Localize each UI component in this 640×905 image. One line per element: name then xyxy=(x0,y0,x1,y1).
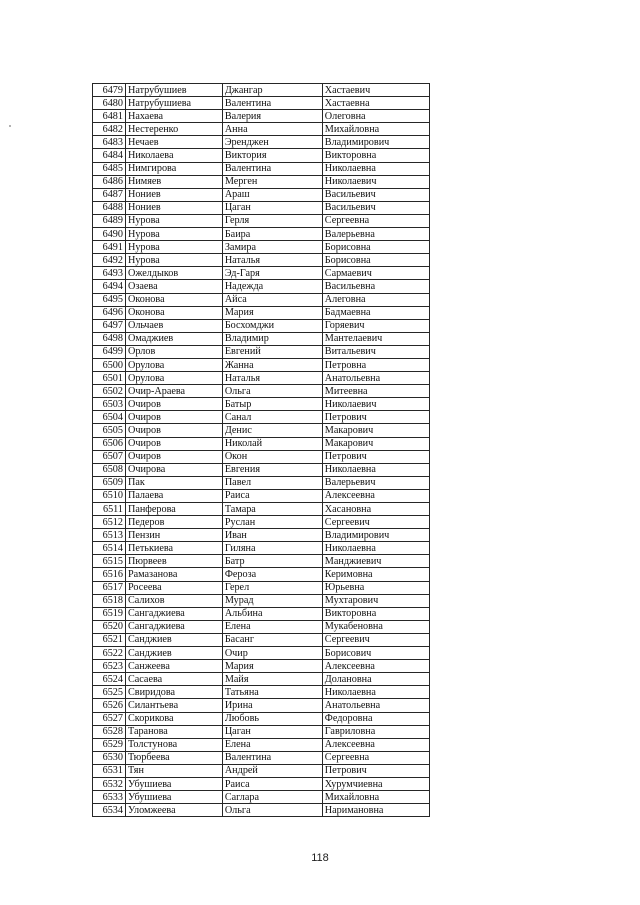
row-number-cell: 6502 xyxy=(93,385,126,398)
surname-cell: Николаева xyxy=(125,149,222,162)
surname-cell: Очиров xyxy=(125,450,222,463)
row-number-cell: 6525 xyxy=(93,686,126,699)
surname-cell: Толстунова xyxy=(125,738,222,751)
row-number-cell: 6514 xyxy=(93,542,126,555)
first-name-cell: Эренджен xyxy=(222,136,322,149)
patronymic-cell: Сармаевич xyxy=(322,267,429,280)
patronymic-cell: Хурумчиевна xyxy=(322,777,429,790)
surname-cell: Озаева xyxy=(125,280,222,293)
table-row xyxy=(93,804,430,817)
patronymic-cell: Анатольевна xyxy=(322,699,429,712)
table-row xyxy=(93,555,430,568)
surname-cell: Санжеева xyxy=(125,660,222,673)
row-number-cell: 6529 xyxy=(93,738,126,751)
patronymic-cell: Васильевич xyxy=(322,188,429,201)
table-row xyxy=(93,254,430,267)
first-name-cell: Татьяна xyxy=(222,686,322,699)
patronymic-cell: Алексеевна xyxy=(322,738,429,751)
row-number-cell: 6498 xyxy=(93,332,126,345)
row-number-cell: 6511 xyxy=(93,503,126,516)
surname-cell: Убушиева xyxy=(125,777,222,790)
patronymic-cell: Керимовна xyxy=(322,568,429,581)
table-row xyxy=(93,751,430,764)
surname-cell: Тюрбеева xyxy=(125,751,222,764)
table-row xyxy=(93,136,430,149)
row-number-cell: 6495 xyxy=(93,293,126,306)
table-row xyxy=(93,424,430,437)
surname-cell: Свиридова xyxy=(125,686,222,699)
patronymic-cell: Петрович xyxy=(322,764,429,777)
surname-cell: Нониев xyxy=(125,188,222,201)
surname-cell: Росеева xyxy=(125,581,222,594)
patronymic-cell: Викторовна xyxy=(322,607,429,620)
first-name-cell: Баира xyxy=(222,228,322,241)
first-name-cell: Елена xyxy=(222,620,322,633)
surname-cell: Пак xyxy=(125,476,222,489)
row-number-cell: 6499 xyxy=(93,345,126,358)
table-row xyxy=(93,162,430,175)
first-name-cell: Любовь xyxy=(222,712,322,725)
surname-cell: Санджиев xyxy=(125,633,222,646)
surname-cell: Педеров xyxy=(125,516,222,529)
table-row xyxy=(93,699,430,712)
patronymic-cell: Анатольевна xyxy=(322,372,429,385)
row-number-cell: 6522 xyxy=(93,647,126,660)
table-row xyxy=(93,568,430,581)
patronymic-cell: Валерьевич xyxy=(322,476,429,489)
surname-cell: Очиров xyxy=(125,398,222,411)
table-row xyxy=(93,201,430,214)
surname-cell: Натрубушиева xyxy=(125,97,222,110)
row-number-cell: 6521 xyxy=(93,633,126,646)
row-number-cell: 6486 xyxy=(93,175,126,188)
row-number-cell: 6534 xyxy=(93,804,126,817)
row-number-cell: 6497 xyxy=(93,319,126,332)
surname-cell: Нимгирова xyxy=(125,162,222,175)
patronymic-cell: Мантелаевич xyxy=(322,332,429,345)
surname-cell: Нурова xyxy=(125,241,222,254)
table-row xyxy=(93,489,430,502)
patronymic-cell: Борисовна xyxy=(322,254,429,267)
first-name-cell: Герел xyxy=(222,581,322,594)
patronymic-cell: Митеевна xyxy=(322,385,429,398)
patronymic-cell: Сергеевна xyxy=(322,751,429,764)
row-number-cell: 6491 xyxy=(93,241,126,254)
patronymic-cell: Горяевич xyxy=(322,319,429,332)
surname-cell: Скорикова xyxy=(125,712,222,725)
table-row xyxy=(93,110,430,123)
first-name-cell: Надежда xyxy=(222,280,322,293)
row-number-cell: 6517 xyxy=(93,581,126,594)
surname-cell: Нечаев xyxy=(125,136,222,149)
surname-cell: Очиров xyxy=(125,411,222,424)
patronymic-cell: Олеговна xyxy=(322,110,429,123)
patronymic-cell: Борисовна xyxy=(322,241,429,254)
surname-cell: Сасаева xyxy=(125,673,222,686)
row-number-cell: 6532 xyxy=(93,777,126,790)
surname-cell: Пюрвеев xyxy=(125,555,222,568)
patronymic-cell: Сергеевич xyxy=(322,633,429,646)
table-row xyxy=(93,686,430,699)
first-name-cell: Евгения xyxy=(222,463,322,476)
patronymic-cell: Витальевич xyxy=(322,345,429,358)
patronymic-cell: Михайловна xyxy=(322,123,429,136)
first-name-cell: Андрей xyxy=(222,764,322,777)
table-row xyxy=(93,332,430,345)
first-name-cell: Эд-Гаря xyxy=(222,267,322,280)
table-row xyxy=(93,620,430,633)
surname-cell: Орулова xyxy=(125,372,222,385)
table-row xyxy=(93,345,430,358)
first-name-cell: Елена xyxy=(222,738,322,751)
patronymic-cell: Сергеевич xyxy=(322,516,429,529)
register-body xyxy=(93,84,430,817)
row-number-cell: 6520 xyxy=(93,620,126,633)
first-name-cell: Герля xyxy=(222,214,322,227)
surname-cell: Тян xyxy=(125,764,222,777)
surname-cell: Нурова xyxy=(125,254,222,267)
first-name-cell: Ирина xyxy=(222,699,322,712)
row-number-cell: 6530 xyxy=(93,751,126,764)
table-row xyxy=(93,581,430,594)
table-row xyxy=(93,175,430,188)
table-row xyxy=(93,398,430,411)
patronymic-cell: Манджиевич xyxy=(322,555,429,568)
patronymic-cell: Николаевна xyxy=(322,162,429,175)
patronymic-cell: Бадмаевна xyxy=(322,306,429,319)
row-number-cell: 6480 xyxy=(93,97,126,110)
surname-cell: Ольчаев xyxy=(125,319,222,332)
surname-cell: Нахаева xyxy=(125,110,222,123)
first-name-cell: Ольга xyxy=(222,385,322,398)
patronymic-cell: Долановна xyxy=(322,673,429,686)
row-number-cell: 6519 xyxy=(93,607,126,620)
row-number-cell: 6505 xyxy=(93,424,126,437)
table-row xyxy=(93,214,430,227)
table-row xyxy=(93,777,430,790)
row-number-cell: 6515 xyxy=(93,555,126,568)
first-name-cell: Денис xyxy=(222,424,322,437)
patronymic-cell: Николаевич xyxy=(322,398,429,411)
table-row xyxy=(93,542,430,555)
table-row xyxy=(93,607,430,620)
surname-cell: Очир-Араева xyxy=(125,385,222,398)
surname-cell: Сангаджиева xyxy=(125,607,222,620)
patronymic-cell: Юрьевна xyxy=(322,581,429,594)
patronymic-cell: Борисович xyxy=(322,647,429,660)
first-name-cell: Араш xyxy=(222,188,322,201)
first-name-cell: Виктория xyxy=(222,149,322,162)
first-name-cell: Валентина xyxy=(222,162,322,175)
patronymic-cell: Владимирович xyxy=(322,529,429,542)
table-row xyxy=(93,437,430,450)
row-number-cell: 6482 xyxy=(93,123,126,136)
row-number-cell: 6510 xyxy=(93,489,126,502)
patronymic-cell: Николаевич xyxy=(322,175,429,188)
first-name-cell: Раиса xyxy=(222,489,322,502)
first-name-cell: Валентина xyxy=(222,97,322,110)
patronymic-cell: Макарович xyxy=(322,437,429,450)
first-name-cell: Наталья xyxy=(222,372,322,385)
first-name-cell: Валерия xyxy=(222,110,322,123)
patronymic-cell: Гавриловна xyxy=(322,725,429,738)
patronymic-cell: Сергеевна xyxy=(322,214,429,227)
surname-cell: Таранова xyxy=(125,725,222,738)
patronymic-cell: Васильевна xyxy=(322,280,429,293)
patronymic-cell: Наримановна xyxy=(322,804,429,817)
first-name-cell: Мария xyxy=(222,306,322,319)
row-number-cell: 6509 xyxy=(93,476,126,489)
first-name-cell: Цаган xyxy=(222,725,322,738)
first-name-cell: Жанна xyxy=(222,358,322,371)
first-name-cell: Мурад xyxy=(222,594,322,607)
row-number-cell: 6489 xyxy=(93,214,126,227)
patronymic-cell: Хасановна xyxy=(322,503,429,516)
surname-cell: Нурова xyxy=(125,214,222,227)
row-number-cell: 6524 xyxy=(93,673,126,686)
table-row xyxy=(93,725,430,738)
surname-cell: Нурова xyxy=(125,228,222,241)
table-row xyxy=(93,149,430,162)
patronymic-cell: Мухтарович xyxy=(322,594,429,607)
first-name-cell: Батр xyxy=(222,555,322,568)
table-row xyxy=(93,267,430,280)
table-row xyxy=(93,503,430,516)
row-number-cell: 6503 xyxy=(93,398,126,411)
patronymic-cell: Хастаевна xyxy=(322,97,429,110)
surname-cell: Салихов xyxy=(125,594,222,607)
patronymic-cell: Макарович xyxy=(322,424,429,437)
row-number-cell: 6501 xyxy=(93,372,126,385)
row-number-cell: 6493 xyxy=(93,267,126,280)
table-row xyxy=(93,764,430,777)
table-row xyxy=(93,633,430,646)
surname-cell: Нестеренко xyxy=(125,123,222,136)
patronymic-cell: Федоровна xyxy=(322,712,429,725)
row-number-cell: 6523 xyxy=(93,660,126,673)
surname-cell: Орулова xyxy=(125,358,222,371)
first-name-cell: Саглара xyxy=(222,791,322,804)
surname-cell: Очиров xyxy=(125,437,222,450)
table-row xyxy=(93,358,430,371)
row-number-cell: 6533 xyxy=(93,791,126,804)
first-name-cell: Тамара xyxy=(222,503,322,516)
table-row xyxy=(93,476,430,489)
row-number-cell: 6526 xyxy=(93,699,126,712)
patronymic-cell: Алексеевна xyxy=(322,660,429,673)
table-row xyxy=(93,411,430,424)
first-name-cell: Очир xyxy=(222,647,322,660)
row-number-cell: 6512 xyxy=(93,516,126,529)
patronymic-cell: Хастаевич xyxy=(322,84,429,97)
table-row xyxy=(93,529,430,542)
first-name-cell: Раиса xyxy=(222,777,322,790)
surname-cell: Оконова xyxy=(125,306,222,319)
patronymic-cell: Алексеевна xyxy=(322,489,429,502)
table-row xyxy=(93,647,430,660)
table-row xyxy=(93,712,430,725)
first-name-cell: Джангар xyxy=(222,84,322,97)
first-name-cell: Цаган xyxy=(222,201,322,214)
first-name-cell: Санал xyxy=(222,411,322,424)
surname-cell: Петькиева xyxy=(125,542,222,555)
surname-cell: Оконова xyxy=(125,293,222,306)
first-name-cell: Мерген xyxy=(222,175,322,188)
row-number-cell: 6487 xyxy=(93,188,126,201)
row-number-cell: 6484 xyxy=(93,149,126,162)
row-number-cell: 6483 xyxy=(93,136,126,149)
table-row xyxy=(93,123,430,136)
first-name-cell: Гиляна xyxy=(222,542,322,555)
table-row xyxy=(93,372,430,385)
patronymic-cell: Валерьевна xyxy=(322,228,429,241)
row-number-cell: 6488 xyxy=(93,201,126,214)
surname-cell: Ожелдыков xyxy=(125,267,222,280)
patronymic-cell: Петрович xyxy=(322,450,429,463)
row-number-cell: 6485 xyxy=(93,162,126,175)
surname-cell: Уломжеева xyxy=(125,804,222,817)
surname-cell: Омаджиев xyxy=(125,332,222,345)
row-number-cell: 6516 xyxy=(93,568,126,581)
row-number-cell: 6481 xyxy=(93,110,126,123)
surname-cell: Орлов xyxy=(125,345,222,358)
row-number-cell: 6508 xyxy=(93,463,126,476)
row-number-cell: 6507 xyxy=(93,450,126,463)
scan-speck xyxy=(9,125,11,127)
first-name-cell: Босхомджи xyxy=(222,319,322,332)
table-row xyxy=(93,188,430,201)
surname-cell: Нимяев xyxy=(125,175,222,188)
row-number-cell: 6513 xyxy=(93,529,126,542)
row-number-cell: 6518 xyxy=(93,594,126,607)
first-name-cell: Мария xyxy=(222,660,322,673)
first-name-cell: Майя xyxy=(222,673,322,686)
patronymic-cell: Николаевна xyxy=(322,686,429,699)
row-number-cell: 6504 xyxy=(93,411,126,424)
table-row xyxy=(93,241,430,254)
first-name-cell: Замира xyxy=(222,241,322,254)
patronymic-cell: Петровна xyxy=(322,358,429,371)
row-number-cell: 6492 xyxy=(93,254,126,267)
surname-cell: Нониев xyxy=(125,201,222,214)
first-name-cell: Наталья xyxy=(222,254,322,267)
table-row xyxy=(93,660,430,673)
first-name-cell: Николай xyxy=(222,437,322,450)
first-name-cell: Евгений xyxy=(222,345,322,358)
table-row xyxy=(93,516,430,529)
patronymic-cell: Викторовна xyxy=(322,149,429,162)
patronymic-cell: Михайловна xyxy=(322,791,429,804)
row-number-cell: 6506 xyxy=(93,437,126,450)
first-name-cell: Владимир xyxy=(222,332,322,345)
row-number-cell: 6531 xyxy=(93,764,126,777)
table-row xyxy=(93,385,430,398)
patronymic-cell: Петрович xyxy=(322,411,429,424)
patronymic-cell: Николаевна xyxy=(322,542,429,555)
table-row xyxy=(93,791,430,804)
row-number-cell: 6494 xyxy=(93,280,126,293)
first-name-cell: Альбина xyxy=(222,607,322,620)
surname-cell: Убушиева xyxy=(125,791,222,804)
surname-cell: Натрубушиев xyxy=(125,84,222,97)
surname-cell: Очиров xyxy=(125,424,222,437)
patronymic-cell: Мукабеновна xyxy=(322,620,429,633)
patronymic-cell: Алеговна xyxy=(322,293,429,306)
patronymic-cell: Васильевич xyxy=(322,201,429,214)
first-name-cell: Ольга xyxy=(222,804,322,817)
table-row xyxy=(93,84,430,97)
table-row xyxy=(93,463,430,476)
row-number-cell: 6496 xyxy=(93,306,126,319)
table-row xyxy=(93,97,430,110)
row-number-cell: 6527 xyxy=(93,712,126,725)
table-row xyxy=(93,450,430,463)
first-name-cell: Иван xyxy=(222,529,322,542)
surname-cell: Рамазанова xyxy=(125,568,222,581)
table-row xyxy=(93,306,430,319)
table-row xyxy=(93,228,430,241)
first-name-cell: Окон xyxy=(222,450,322,463)
surname-cell: Палаева xyxy=(125,489,222,502)
table-row xyxy=(93,293,430,306)
row-number-cell: 6479 xyxy=(93,84,126,97)
surname-cell: Очирова xyxy=(125,463,222,476)
first-name-cell: Павел xyxy=(222,476,322,489)
name-register-table xyxy=(92,83,430,817)
row-number-cell: 6500 xyxy=(93,358,126,371)
surname-cell: Пензин xyxy=(125,529,222,542)
table-row xyxy=(93,673,430,686)
first-name-cell: Анна xyxy=(222,123,322,136)
surname-cell: Санджиев xyxy=(125,647,222,660)
surname-cell: Сангаджиева xyxy=(125,620,222,633)
first-name-cell: Руслан xyxy=(222,516,322,529)
first-name-cell: Фероза xyxy=(222,568,322,581)
row-number-cell: 6528 xyxy=(93,725,126,738)
table-row xyxy=(93,319,430,332)
page-number: 118 xyxy=(311,852,329,864)
first-name-cell: Батыр xyxy=(222,398,322,411)
first-name-cell: Басанг xyxy=(222,633,322,646)
table-row xyxy=(93,738,430,751)
surname-cell: Силантьева xyxy=(125,699,222,712)
table-row xyxy=(93,594,430,607)
surname-cell: Панферова xyxy=(125,503,222,516)
patronymic-cell: Николаевна xyxy=(322,463,429,476)
first-name-cell: Айса xyxy=(222,293,322,306)
patronymic-cell: Владимирович xyxy=(322,136,429,149)
row-number-cell: 6490 xyxy=(93,228,126,241)
table-row xyxy=(93,280,430,293)
first-name-cell: Валентина xyxy=(222,751,322,764)
